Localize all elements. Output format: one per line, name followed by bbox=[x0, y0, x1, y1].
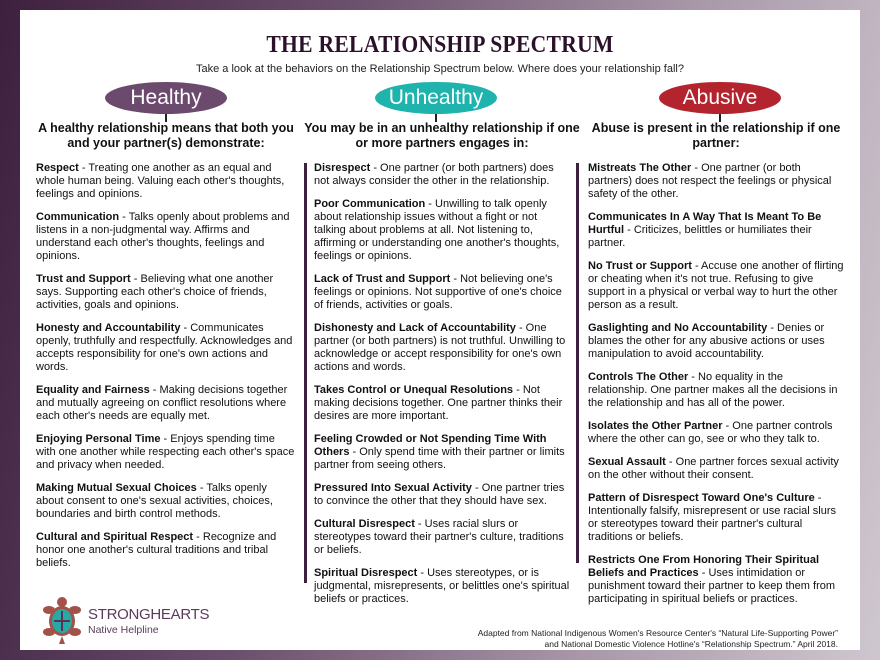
item-description: - Making decisions together and mutually agreeing on conflict resolutions where each other's needs are equally met. bbox=[36, 384, 288, 422]
item-description: - One partner forces sexual activity on the other without their consent. bbox=[588, 456, 839, 481]
item-description: - Only spend time with their partner or limits partner from seeing others. bbox=[314, 446, 565, 471]
stronghearts-logo bbox=[42, 596, 210, 646]
item-term: Cultural and Spiritual Respect bbox=[36, 531, 194, 543]
item-term: Controls The Other bbox=[588, 371, 689, 383]
list-item bbox=[314, 567, 570, 606]
logo-hearts: HEARTS bbox=[150, 606, 210, 623]
item-term: Isolates the Other Partner bbox=[588, 420, 723, 432]
list-item bbox=[314, 482, 570, 508]
item-term: Making Mutual Sexual Choices bbox=[36, 482, 197, 494]
abusive-lead: Abuse is present in the relationship if one partner: bbox=[591, 121, 841, 150]
list-item bbox=[36, 273, 296, 312]
item-description: - One partner (or both partners) is not truthful. Unwilling to acknowledge or accept responsibility for one's own actions and words. bbox=[314, 322, 566, 373]
item-description: - Believing what one another says. Supporting each other's choice of friends, activities, goals and opinions. bbox=[36, 273, 274, 311]
list-item bbox=[588, 554, 844, 606]
item-description: - One partner (or both partners) does not respect the feelings or physical safety of the other. bbox=[588, 162, 832, 200]
list-item bbox=[314, 198, 570, 263]
list-item bbox=[36, 531, 296, 570]
item-term: Trust and Support bbox=[36, 273, 131, 285]
item-term: Communicates In A Way That Is Meant To Be Hurtful bbox=[588, 211, 822, 236]
item-description: - Uses intimidation or punishment toward their partner to keep them from participating in spiritual beliefs or practices. bbox=[588, 567, 836, 605]
item-term: Communication bbox=[36, 211, 120, 223]
item-description: - Uses racial slurs or stereotypes toward their partner's culture, traditions or beliefs. bbox=[314, 518, 564, 556]
abusive-oval: Abusive bbox=[659, 82, 781, 114]
list-item bbox=[36, 482, 296, 521]
page-title: THE RELATIONSHIP SPECTRUM bbox=[266, 32, 614, 58]
item-term: Lack of Trust and Support bbox=[314, 273, 451, 285]
healthy-list bbox=[36, 162, 296, 580]
item-description: - One partner (or both partners) does not always consider the other in the relationship. bbox=[314, 162, 554, 187]
list-item bbox=[588, 420, 844, 446]
item-term: Restricts One From Honoring Their Spiritual Beliefs and Practices bbox=[588, 554, 820, 579]
item-term: Dishonesty and Lack of Accountability bbox=[314, 322, 516, 334]
turtle-icon bbox=[42, 596, 82, 646]
list-item bbox=[588, 211, 844, 250]
item-description: - Talks openly about consent to one's sexual activities, choices, boundaries and birth control methods. bbox=[36, 482, 273, 520]
item-term: Enjoying Personal Time bbox=[36, 433, 161, 445]
item-description: - One partner controls where the other can go, see or who they talk to. bbox=[588, 420, 833, 445]
list-item bbox=[314, 273, 570, 312]
item-description: - Treating one another as an equal and whole human being. Valuing each other's thoughts, feelings and opinions. bbox=[36, 162, 285, 200]
item-term: Takes Control or Unequal Resolutions bbox=[314, 384, 514, 396]
healthy-lead: A healthy relationship means that both you and your partner(s) demonstrate: bbox=[38, 121, 294, 150]
spectrum-card bbox=[20, 10, 860, 650]
page-subtitle: Take a look at the behaviors on the Relationship Spectrum below. Where does your relationship fall? bbox=[196, 63, 684, 75]
list-item bbox=[314, 518, 570, 557]
item-description: - One partner tries to convince the other that they should have sex. bbox=[314, 482, 565, 507]
item-description: - Not making decisions together. One partner thinks their desires are more important. bbox=[314, 384, 563, 422]
item-description: - Uses stereotypes, or is judgmental, misrepresents, or belittles one's spiritual beliefs or practices. bbox=[314, 567, 570, 605]
list-item bbox=[36, 384, 296, 423]
list-item bbox=[36, 433, 296, 472]
item-term: Sexual Assault bbox=[588, 456, 666, 468]
item-description: - Unwilling to talk openly about relationship issues without a fight or not talking about problems at all. Not listening to, affirming or understanding one another's thoughts, feelings or opinions. bbox=[314, 198, 560, 262]
item-description: - Intentionally falsify, misrepresent or use racial slurs or stereotypes toward their partner's cultural traditions or beliefs. bbox=[588, 492, 837, 543]
abusive-list bbox=[588, 162, 844, 616]
credit-line-1: Adapted from National Indigenous Women's Resource Center's “Natural Life-Supporting Power” bbox=[477, 628, 838, 638]
item-term: Pattern of Disrespect Toward One's Culture bbox=[588, 492, 815, 504]
item-term: Disrespect bbox=[314, 162, 371, 174]
unhealthy-oval: Unhealthy bbox=[375, 82, 497, 114]
item-term: Respect bbox=[36, 162, 79, 174]
list-item bbox=[588, 492, 844, 544]
item-description: - Communicates openly, truthfully and respectfully. Acknowledges and accepts responsibility for one's own actions and words. bbox=[36, 322, 293, 373]
list-item bbox=[36, 162, 296, 201]
item-term: Honesty and Accountability bbox=[36, 322, 181, 334]
item-description: - Not believing one's feelings or opinions. Not supportive of one's choice of friends, activities or goals. bbox=[314, 273, 562, 311]
list-item bbox=[314, 162, 570, 188]
list-item bbox=[588, 371, 844, 410]
item-term: Mistreats The Other bbox=[588, 162, 692, 174]
logo-strong: STRONG bbox=[88, 606, 151, 623]
list-item bbox=[36, 211, 296, 263]
list-item bbox=[314, 322, 570, 374]
item-term: Pressured Into Sexual Activity bbox=[314, 482, 472, 494]
item-term: Cultural Disrespect bbox=[314, 518, 415, 530]
item-term: No Trust or Support bbox=[588, 260, 692, 272]
item-description: - No equality in the relationship. One partner makes all the decisions in the relationship and has all of the power. bbox=[588, 371, 838, 409]
item-description: - Recognize and honor one another's cultural traditions and tribal beliefs. bbox=[36, 531, 277, 569]
item-description: - Talks openly about problems and listens in a non-judgmental way. Affirms and understand each other's thoughts, feelings and opinions. bbox=[36, 211, 290, 262]
list-item bbox=[588, 322, 844, 361]
logo-tagline: Native Helpline bbox=[88, 624, 159, 636]
item-description: - Accuse one another of flirting or cheating when it's not true. Refusing to give support in a physical or verbal way to hurt the other person as a result. bbox=[588, 260, 844, 311]
credit-note bbox=[418, 628, 838, 650]
item-description: - Criticizes, belittles or humiliates their partner. bbox=[588, 224, 812, 249]
credit-line-2: and National Domestic Violence Hotline's “Relationship Spectrum.” April 2018. bbox=[544, 639, 838, 649]
item-term: Equality and Fairness bbox=[36, 384, 150, 396]
unhealthy-list bbox=[314, 162, 570, 616]
list-item bbox=[588, 162, 844, 201]
healthy-oval: Healthy bbox=[105, 82, 227, 114]
item-term: Gaslighting and No Accountability bbox=[588, 322, 768, 334]
item-description: - Enjoys spending time with one another while respecting each other's space and privacy when needed. bbox=[36, 433, 295, 471]
item-term: Poor Communication bbox=[314, 198, 426, 210]
item-term: Spiritual Disrespect bbox=[314, 567, 418, 579]
list-item bbox=[588, 260, 844, 312]
unhealthy-lead: You may be in an unhealthy relationship if one or more partners engages in: bbox=[304, 121, 580, 150]
divider bbox=[304, 163, 307, 583]
logo-wordmark bbox=[88, 606, 209, 623]
list-item bbox=[36, 322, 296, 374]
list-item bbox=[314, 433, 570, 472]
list-item bbox=[588, 456, 844, 482]
item-description: - Denies or blames the other for any abusive actions or uses manipulation to avoid accountability. bbox=[588, 322, 825, 360]
item-term: Feeling Crowded or Not Spending Time With Others bbox=[314, 433, 547, 458]
list-item bbox=[314, 384, 570, 423]
divider bbox=[576, 163, 579, 563]
